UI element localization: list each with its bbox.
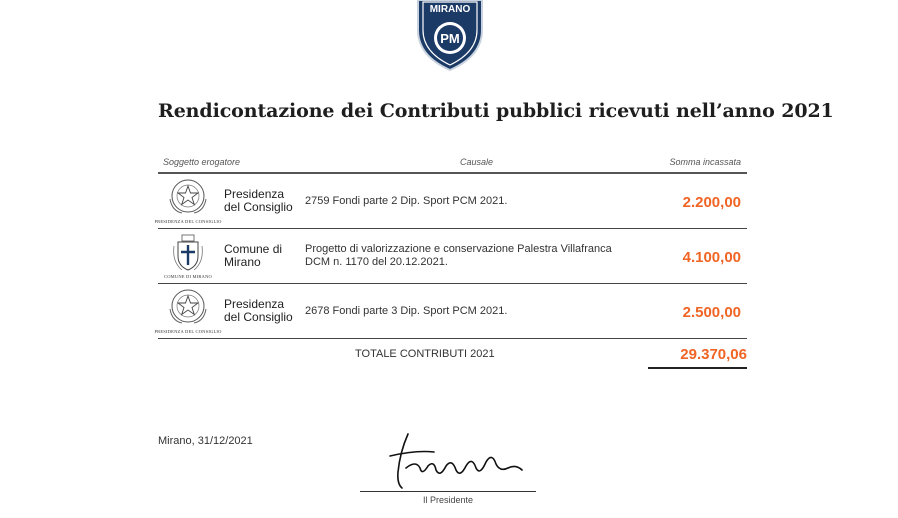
place-date: Mirano, 31/12/2021 [158,435,253,447]
document-title: Rendicontazione dei Contributi pubblici ricevuti nell’anno 2021 [158,100,834,122]
table-header [158,152,747,174]
amount-value: 2.200,00 [682,194,741,211]
table-row [154,284,747,339]
mirano-coat-of-arms-icon [160,232,216,280]
amount-value: 4.100,00 [682,249,741,266]
causale-text: 2759 Fondi parte 2 Dip. Sport PCM 2021. [305,195,508,207]
entity-name: Presidenza del Consiglio [224,187,293,214]
table-row [154,174,747,229]
header-causale: Causale [460,157,494,167]
signer-role: Il Presidente [422,495,474,505]
italian-republic-emblem-icon [154,177,222,225]
total-value: 29.370,06 [648,346,747,369]
total-label: TOTALE CONTRIBUTI 2021 [355,348,495,360]
logo-monogram: PM [440,31,460,46]
entity-name: Presidenza del Consiglio [224,297,293,324]
signature-line [360,491,536,492]
italian-republic-emblem-icon [154,287,222,335]
amount-value: 2.500,00 [682,304,741,321]
causale-text: 2678 Fondi parte 3 Dip. Sport PCM 2021. [305,305,508,317]
logo-top-text: MIRANO [429,4,471,15]
entity-name: Comune di Mirano [224,242,283,269]
header-soggetto: Soggetto erogatore [163,157,241,167]
club-logo [414,0,486,70]
contributions-table [154,152,747,339]
emblem-caption: PRESIDENZA DEL CONSIGLIO [154,329,222,334]
table-row [158,229,747,284]
emblem-caption: COMUNE DI MIRANO [164,274,212,279]
header-somma: Somma incassata [669,157,741,167]
causale-text: Progetto di valorizzazione e conservazione Palestra Villafranca DCM n. 1170 del 20.12.2021. [305,243,612,268]
signature-image [376,432,526,490]
emblem-caption: PRESIDENZA DEL CONSIGLIO [154,219,222,224]
